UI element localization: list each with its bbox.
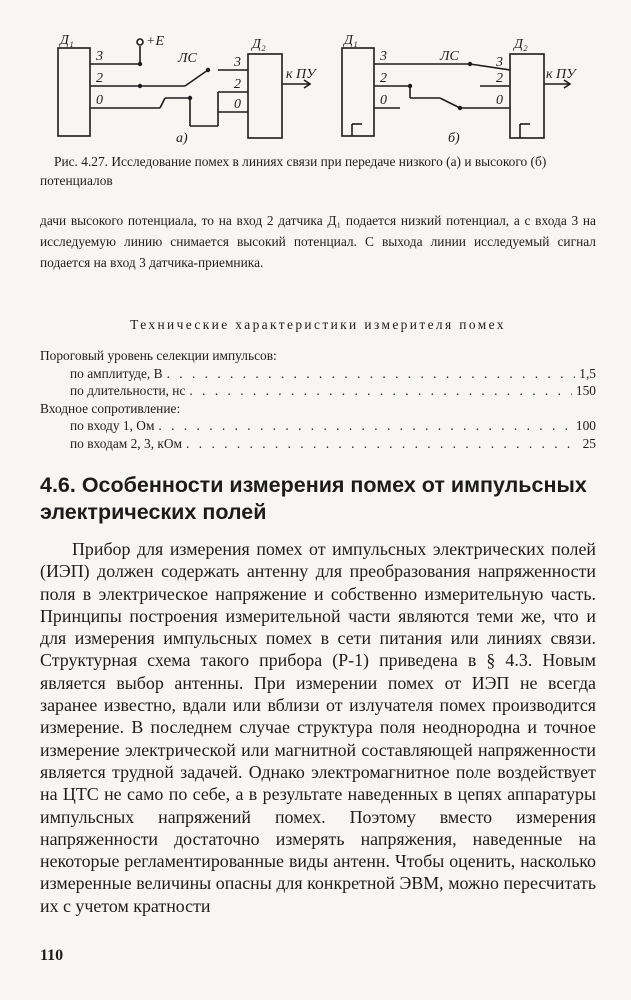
pin-right-3-a: 3 bbox=[234, 55, 241, 70]
pin-right-0-b: 0 bbox=[496, 93, 503, 108]
figure-caption: Рис. 4.27. Исследование помех в линиях связи при передаче низкого (а) и высокого (б) потенциалов bbox=[40, 154, 547, 188]
sensor-d2-box-b bbox=[510, 54, 544, 138]
label-output-b: к ПУ bbox=[546, 67, 576, 82]
pin-right-2-b: 2 bbox=[496, 71, 503, 86]
dot-leader bbox=[189, 382, 571, 400]
spec-label: Входное сопротивление: bbox=[40, 400, 181, 416]
label-diagram-b: б) bbox=[448, 131, 460, 146]
pin-left-2-b: 2 bbox=[380, 71, 387, 86]
page-number: 110 bbox=[40, 947, 64, 964]
pin-left-0-a: 0 bbox=[96, 93, 103, 108]
spec-row-resistance bbox=[40, 400, 596, 418]
label-d2-b: Д₂ bbox=[514, 37, 528, 52]
figure-4-27 bbox=[40, 28, 600, 146]
spec-row-duration bbox=[40, 382, 596, 400]
label-d1-a: Д₁ bbox=[60, 33, 74, 48]
spec-label: по длительности, нс bbox=[70, 383, 186, 398]
spec-row-input1 bbox=[40, 417, 596, 435]
pin-left-0-b: 0 bbox=[380, 93, 387, 108]
spec-value: 150 bbox=[575, 383, 596, 398]
dot-leader bbox=[186, 435, 578, 453]
pin-right-3-b: 3 bbox=[496, 55, 503, 70]
dot-leader bbox=[158, 417, 571, 435]
sensor-d1-box-b bbox=[342, 48, 374, 136]
spec-row-threshold bbox=[40, 347, 596, 365]
spec-label: Пороговый уровень селекции импульсов: bbox=[40, 348, 277, 363]
label-d1-b: Д₁ bbox=[344, 33, 358, 48]
spec-label: по амплитуде, В bbox=[70, 365, 163, 381]
specs-list bbox=[40, 347, 596, 452]
specs-title: Технические характеристики измерителя помех bbox=[130, 317, 506, 332]
label-output-a: к ПУ bbox=[286, 67, 316, 82]
label-line-a: ЛС bbox=[178, 51, 197, 66]
pin-left-3-b: 3 bbox=[380, 49, 387, 64]
pin-right-0-a: 0 bbox=[234, 97, 241, 112]
spec-value: 1,5 bbox=[579, 365, 596, 381]
section-paragraph: Прибор для измерения помех от импульсных электрических полей (ИЭП) должен содержать антенну для преобразования напряженности поля в электрическое напряжение и собственно измерительную часть. Принципы построения измерительной части являются теми же, что и для измерения импульсных помех в сети питания или линиях связи. Структурная схема такого прибора (Р-1) приведена в § 4.3. Новым является выбор антенны. При измерении помех от ИЭП не всегда заранее известно, вдали или вблизи от излучателя помех производится измерение. В последнем случае структура поля неоднородна и точное измерение электрической или магнитной составляющей напряженности является трудной задачей. Однако электромагнитное поле воздействует на ЦТС не само по себе, а в результате наведенных в цепях аппаратуры импульсных напряжений помех. Поэтому вместо измерения напряженности достаточно измерять напряжения, наведенные на некоторые регламентированные виды антенн. Чтобы оценить, насколько измеренные величины опасны для конкретной ЭВМ, можно пересчитать их с учетом кратности bbox=[40, 539, 596, 916]
pin-left-3-a: 3 bbox=[96, 49, 103, 64]
label-line-b: ЛС bbox=[440, 49, 459, 64]
spec-row-amplitude bbox=[40, 365, 596, 383]
spec-value: 25 bbox=[582, 435, 596, 451]
label-supply: +E bbox=[146, 34, 164, 49]
pin-right-2-a: 2 bbox=[234, 77, 241, 92]
spec-value: 100 bbox=[575, 418, 596, 433]
section-heading: 4.6. Особенности измерения помех от импульсных электрических полей bbox=[40, 473, 587, 524]
label-d2-a: Д₂ bbox=[252, 37, 266, 52]
label-diagram-a: а) bbox=[176, 131, 188, 146]
spec-label: по входам 2, 3, кОм bbox=[70, 435, 183, 451]
paragraph-continued: дачи высокого потенциала, то на вход 2 датчика Д₁ подается низкий потенциал, а с входа 3 на исследуемую линию снимается высокий потенциал. С выхода линии исследуемый сигнал подается на вход 3 датчика-приемника. bbox=[40, 213, 596, 270]
spec-row-inputs23 bbox=[40, 435, 596, 453]
sensor-d1-box-a bbox=[58, 48, 90, 136]
dot-leader bbox=[167, 365, 576, 383]
spec-label: по входу 1, Ом bbox=[70, 418, 155, 433]
pin-left-2-a: 2 bbox=[96, 71, 103, 86]
sensor-d2-box-a bbox=[248, 54, 282, 138]
